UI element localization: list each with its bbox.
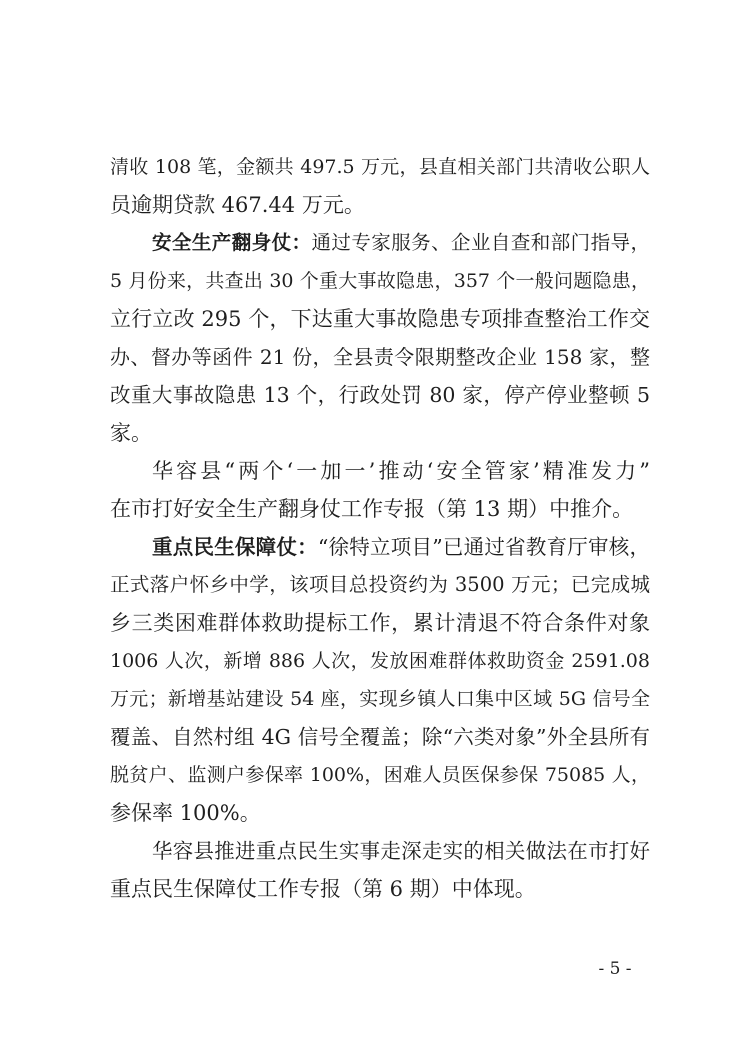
- livelihood-heading: 重点民生保障仗：: [152, 535, 318, 559]
- paragraph-2-line-4: 办、督办等函件 21 份，全县责令限期整改企业 158 家，整: [110, 345, 650, 369]
- paragraph-4-line-1: [152, 529, 650, 565]
- paragraph-4-line-5: 万元；新增基站建设 54 座，实现乡镇人口集中区域 5G 信号全: [110, 688, 650, 710]
- paragraph-4-line-1-text: “徐特立项目”已通过省教育厅审核，: [317, 535, 650, 559]
- paragraph-3-line-2: 在市打好安全生产翻身仗工作专报（第 13 期）中推介。: [110, 497, 634, 521]
- paragraph-2-line-6: 家。: [110, 421, 152, 445]
- paragraph-4-line-2: 正式落户怀乡中学，该项目总投资约为 3500 万元；已完成城: [110, 573, 650, 596]
- paragraph-5-line-1: 华容县推进重点民生实事走深走实的相关做法在市打好: [152, 839, 650, 863]
- paragraph-4-line-8: 参保率 100%。: [110, 801, 261, 825]
- safety-production-heading: 安全生产翻身仗：: [152, 231, 312, 254]
- paragraph-5-line-2: 重点民生保障仗工作专报（第 6 期）中体现。: [110, 877, 536, 901]
- paragraph-4-line-3: 乡三类困难群体救助提标工作，累计清退不符合条件对象: [110, 611, 650, 635]
- paragraph-2-line-2: 5 月份来，共查出 30 个重大事故隐患，357 个一般问题隐患，: [110, 270, 650, 292]
- page-number: - 5 -: [598, 959, 632, 979]
- paragraph-2-line-3: 立行立改 295 个，下达重大事故隐患专项排查整治工作交: [110, 307, 650, 331]
- paragraph-2-line-1-text: 通过专家服务、企业自查和部门指导，: [311, 231, 650, 254]
- paragraph-4-line-4: 1006 人次，新增 886 人次，发放困难群体救助资金 2591.08: [110, 650, 650, 672]
- paragraph-1-line-2: 员逾期贷款 467.44 万元。: [110, 193, 365, 217]
- paragraph-4-line-7: 脱贫户、监测户参保率 100%，困难人员医保参保 75085 人，: [110, 764, 650, 786]
- paragraph-2-line-5: 改重大事故隐患 13 个，行政处罚 80 家，停产停业整顿 5: [110, 383, 650, 407]
- paragraph-4-line-6: 覆盖、自然村组 4G 信号全覆盖；除“六类对象”外全县所有: [110, 725, 650, 749]
- paragraph-3-line-1: 华容县“两个‘一加一’推动‘安全管家’精准发力”: [152, 459, 650, 483]
- paragraph-2-line-1: [152, 225, 650, 261]
- paragraph-1-line-1: 清收 108 笔，金额共 497.5 万元，县直相关部门共清收公职人: [110, 156, 650, 178]
